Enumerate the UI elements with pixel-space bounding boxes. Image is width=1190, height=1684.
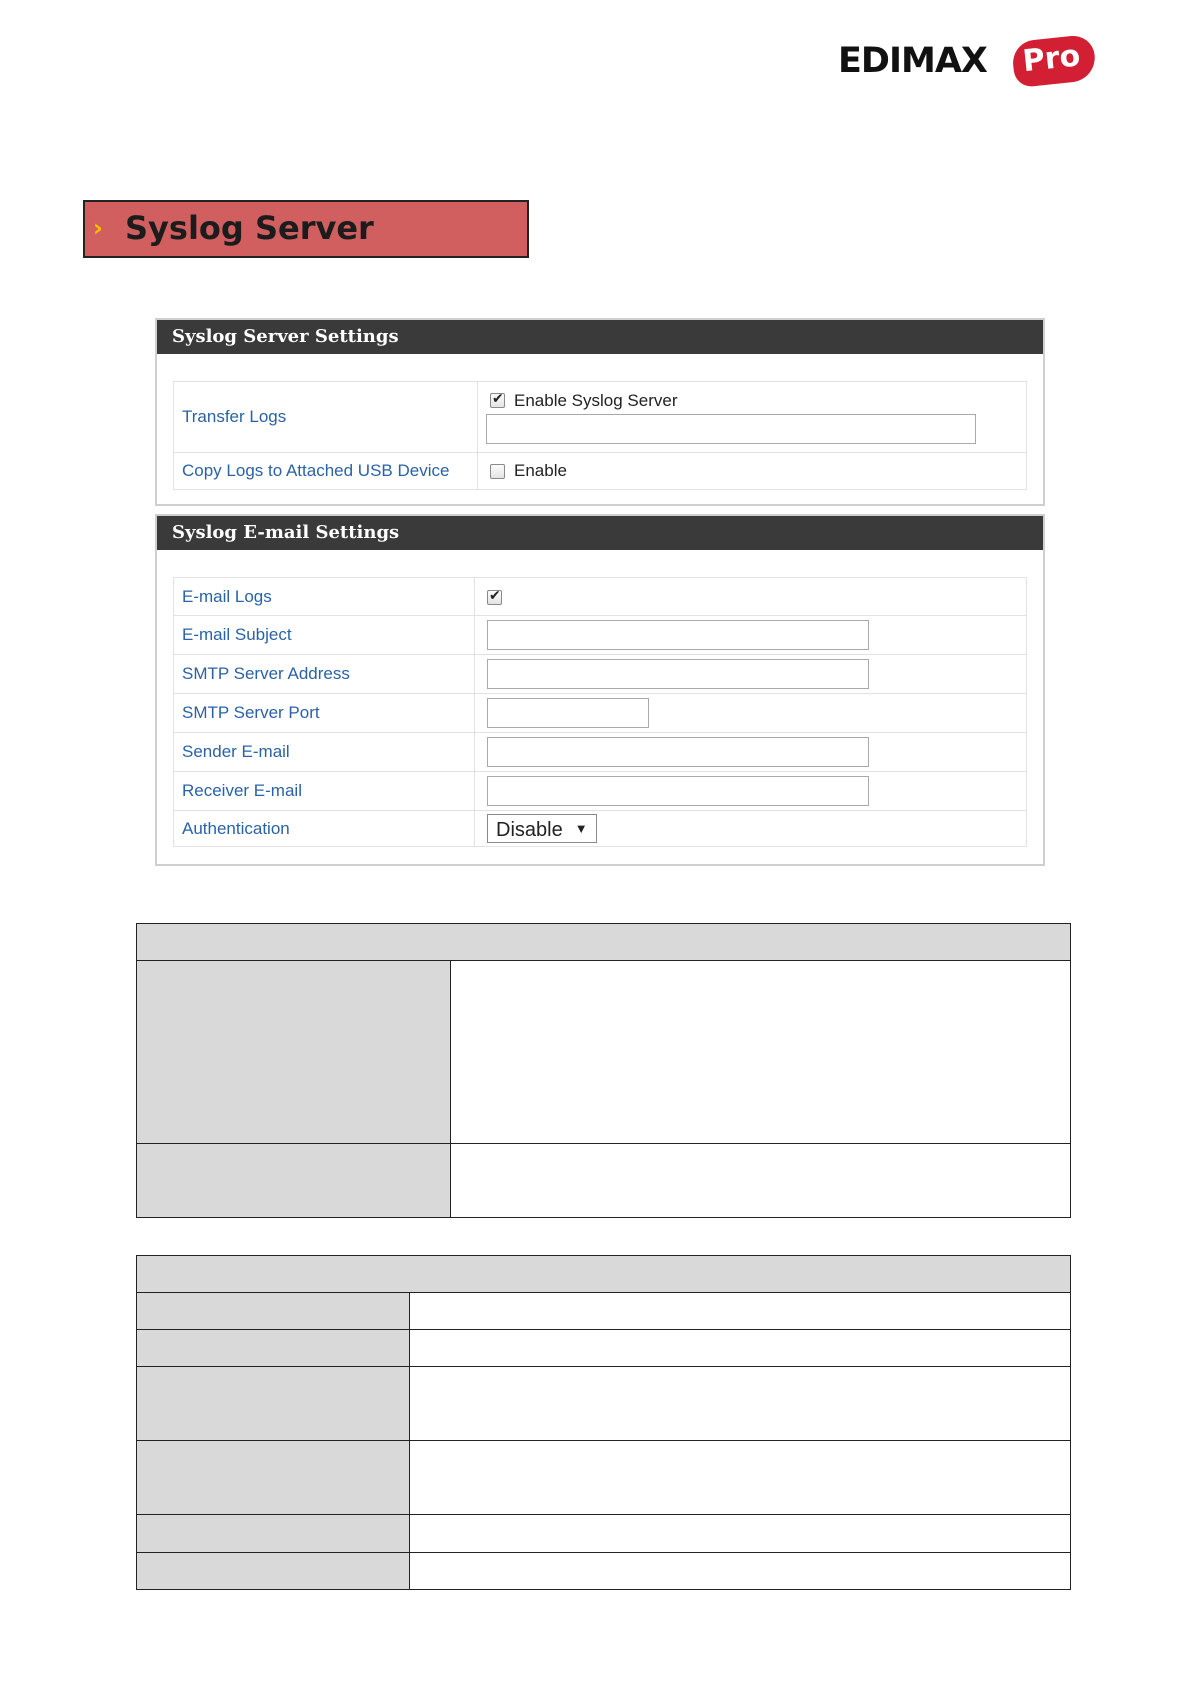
- table-row: [137, 1441, 1071, 1515]
- syslog-server-address-input[interactable]: [486, 414, 976, 444]
- receiver-email-cell: [475, 772, 1027, 811]
- table-header: [137, 1256, 1071, 1293]
- table-header: [137, 924, 1071, 961]
- smtp-server-address-input[interactable]: [487, 659, 869, 689]
- authentication-row: [174, 811, 1027, 847]
- receiver-email-input[interactable]: [487, 776, 869, 806]
- table-key-cell: [137, 1515, 410, 1553]
- smtp-server-port-row: [174, 694, 1027, 733]
- table-key-cell: [137, 1367, 410, 1441]
- table-row: [137, 1367, 1071, 1441]
- authentication-cell: [475, 811, 1027, 847]
- authentication-selected: Disable: [496, 819, 563, 841]
- transfer-logs-label: Transfer Logs: [174, 382, 478, 453]
- table-value-cell: [451, 1144, 1071, 1218]
- logo-pro-text: Pro: [1021, 38, 1082, 80]
- table-key-cell: [137, 1441, 410, 1515]
- email-logs-row: [174, 578, 1027, 616]
- copy-logs-label: Copy Logs to Attached USB Device: [174, 453, 478, 490]
- table-row: [137, 1293, 1071, 1330]
- syslog-server-settings-panel: [155, 318, 1045, 506]
- chevron-right-icon: ›: [93, 214, 103, 242]
- email-subject-row: [174, 616, 1027, 655]
- smtp-server-address-cell: [475, 655, 1027, 694]
- dropdown-arrow-icon: ▼: [574, 821, 588, 836]
- panel-title: Syslog Server Settings: [157, 320, 1043, 354]
- table-key-cell: [137, 961, 451, 1144]
- syslog-email-settings-panel: [155, 514, 1045, 866]
- table-value-cell: [410, 1441, 1071, 1515]
- logo-pro-badge: [1011, 34, 1097, 88]
- table-key-cell: [137, 1144, 451, 1218]
- email-settings-description-table: [136, 1255, 1071, 1590]
- smtp-server-address-label: SMTP Server Address: [174, 655, 475, 694]
- email-subject-label: E-mail Subject: [174, 616, 475, 655]
- receiver-email-label: Receiver E-mail: [174, 772, 475, 811]
- table-value-cell: [410, 1515, 1071, 1553]
- enable-syslog-server-label: Enable Syslog Server: [514, 390, 678, 410]
- copy-logs-cell: [478, 453, 1027, 490]
- sender-email-input[interactable]: [487, 737, 869, 767]
- smtp-server-port-cell: [475, 694, 1027, 733]
- copy-logs-enable-label: Enable: [514, 461, 567, 481]
- section-title: Syslog Server: [125, 209, 374, 247]
- table-row: [137, 1515, 1071, 1553]
- copy-logs-enable-checkbox[interactable]: [490, 464, 505, 479]
- email-subject-cell: [475, 616, 1027, 655]
- authentication-select[interactable]: [487, 814, 597, 843]
- sender-email-row: [174, 733, 1027, 772]
- authentication-label: Authentication: [174, 811, 475, 847]
- sender-email-label: Sender E-mail: [174, 733, 475, 772]
- smtp-server-port-label: SMTP Server Port: [174, 694, 475, 733]
- table-value-cell: [451, 961, 1071, 1144]
- syslog-email-form: [173, 577, 1027, 847]
- table-row: [137, 1330, 1071, 1367]
- table-key-cell: [137, 1553, 410, 1590]
- table-row: [137, 1144, 1071, 1218]
- table-key-cell: [137, 1330, 410, 1367]
- transfer-logs-cell: [478, 382, 1027, 453]
- email-logs-cell: [475, 578, 1027, 616]
- table-value-cell: [410, 1330, 1071, 1367]
- logo-wordmark: EDIMAX: [838, 41, 987, 81]
- table-value-cell: [410, 1293, 1071, 1330]
- table-row: [137, 961, 1071, 1144]
- table-value-cell: [410, 1553, 1071, 1590]
- enable-syslog-server-checkbox[interactable]: [490, 393, 505, 408]
- smtp-server-address-row: [174, 655, 1027, 694]
- server-settings-description-table: [136, 923, 1071, 1218]
- email-logs-checkbox[interactable]: [487, 590, 502, 605]
- section-heading: [83, 200, 529, 258]
- table-row: [137, 1553, 1071, 1590]
- table-value-cell: [410, 1367, 1071, 1441]
- smtp-server-port-input[interactable]: [487, 698, 649, 728]
- receiver-email-row: [174, 772, 1027, 811]
- edimax-pro-logo: [838, 38, 1098, 88]
- email-subject-input[interactable]: [487, 620, 869, 650]
- sender-email-cell: [475, 733, 1027, 772]
- copy-logs-row: [174, 453, 1027, 490]
- transfer-logs-row: [174, 382, 1027, 453]
- table-key-cell: [137, 1293, 410, 1330]
- syslog-server-form: [173, 381, 1027, 490]
- panel-title: Syslog E-mail Settings: [157, 516, 1043, 550]
- email-logs-label: E-mail Logs: [174, 578, 475, 616]
